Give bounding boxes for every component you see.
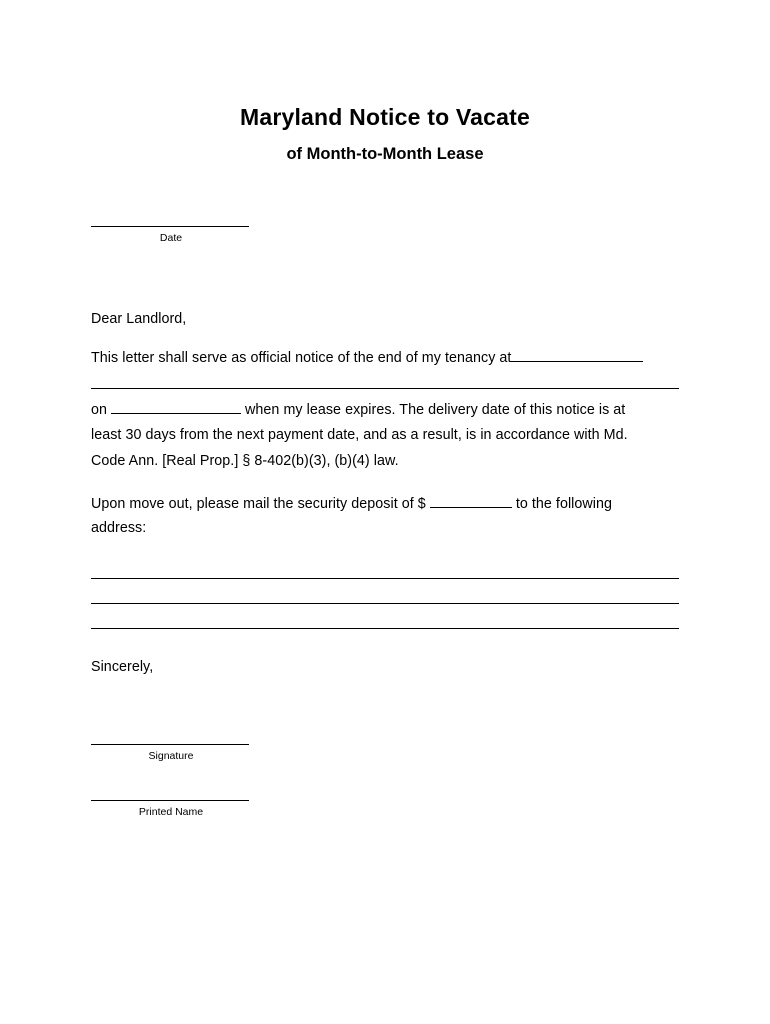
document-subtitle: of Month-to-Month Lease xyxy=(286,145,484,163)
paragraph1-line3-suffix: when my lease expires. The delivery date of this notice is at xyxy=(241,402,626,418)
forwarding-address-line-1[interactable] xyxy=(91,578,679,579)
deposit-amount-blank[interactable] xyxy=(430,494,512,508)
lease-expiry-date-blank[interactable] xyxy=(111,400,241,414)
document-title: Maryland Notice to Vacate xyxy=(239,104,531,130)
printed-name-blank-line[interactable] xyxy=(91,800,249,801)
deposit-line xyxy=(91,494,612,512)
printed-name-field[interactable] xyxy=(91,800,251,818)
signature-blank-line[interactable] xyxy=(91,744,249,745)
paragraph2-line1-prefix: Upon move out, please mail the security deposit of $ xyxy=(91,496,430,512)
tenancy-address-blank[interactable] xyxy=(511,348,643,362)
signature-label: Signature xyxy=(148,750,194,762)
tenancy-address-blank-line-2[interactable] xyxy=(91,388,679,389)
lease-expiry-line xyxy=(91,400,625,418)
forwarding-address-line-2[interactable] xyxy=(91,603,679,604)
paragraph1-line1: This letter shall serve as official notice of the end of my tenancy at xyxy=(91,350,512,366)
paragraph2-line1-suffix: to the following xyxy=(511,496,613,512)
salutation: Dear Landlord, xyxy=(91,311,187,327)
date-blank-line[interactable] xyxy=(91,226,249,227)
signature-field[interactable] xyxy=(91,744,251,762)
date-field[interactable] xyxy=(91,226,251,244)
closing: Sincerely, xyxy=(91,659,154,675)
paragraph2-line2: address: xyxy=(91,520,147,536)
paragraph1-line4: least 30 days from the next payment date, and as a result, is in accordance with Md. xyxy=(91,427,628,443)
date-label: Date xyxy=(159,232,183,244)
tenancy-address-line xyxy=(91,348,643,366)
printed-name-label: Printed Name xyxy=(138,806,204,818)
forwarding-address-line-3[interactable] xyxy=(91,628,679,629)
paragraph1-line3-prefix: on xyxy=(91,402,112,418)
paragraph1-line5: Code Ann. [Real Prop.] § 8-402(b)(3), (b)(4) law. xyxy=(91,453,399,469)
